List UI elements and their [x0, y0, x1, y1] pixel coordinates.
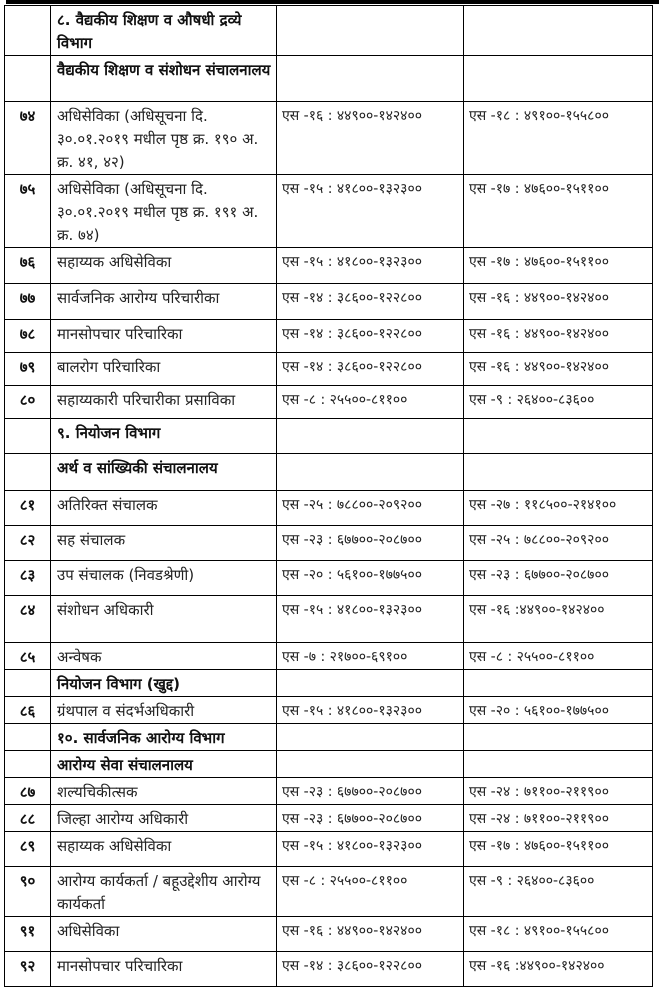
serial-number: ९१ — [5, 917, 51, 952]
serial-number: ७६ — [5, 248, 51, 284]
section-title: ८. वैद्यकीय शिक्षण व औषधी द्रव्ये विभाग — [51, 6, 277, 56]
pay-scale-existing: एस -७ : २१७००-६९१०० — [277, 643, 464, 670]
serial-number — [5, 6, 51, 56]
table-row — [5, 248, 653, 284]
pay-scale-revised: एस -९ : २६४००-८३६०० — [464, 386, 653, 419]
pay-scale-revised: एस -१६ :४४९००-१४२४०० — [464, 596, 653, 643]
table-row — [5, 175, 653, 248]
table-row — [5, 805, 653, 832]
serial-number: ८२ — [5, 526, 51, 561]
serial-number: ९० — [5, 867, 51, 917]
table-row — [5, 832, 653, 867]
section-title: वैद्यकीय शिक्षण व संशोधन संचालनालय — [51, 56, 277, 102]
serial-number: ७५ — [5, 175, 51, 248]
table-row — [5, 867, 653, 917]
post-title: ग्रंथपाल व संदर्भअधिकारी — [51, 697, 277, 724]
pay-scale-table — [4, 5, 653, 987]
post-title: अधिसेविका (अधिसूचना दि. ३०.०१.२०१९ मधील पृष्ठ क्र. १९१ अ. क्र. ७४) — [51, 175, 277, 248]
pay-scale-existing — [277, 670, 464, 697]
pay-scale-revised: एस -१८ : ४९१००-१५५८०० — [464, 917, 653, 952]
post-title: बालरोग परिचारिका — [51, 353, 277, 386]
post-title: सह संचालक — [51, 526, 277, 561]
serial-number: ८६ — [5, 697, 51, 724]
serial-number — [5, 670, 51, 697]
post-title: अधिसेविका — [51, 917, 277, 952]
pay-scale-revised: एस -२५ : ७८८००-२०९२०० — [464, 526, 653, 561]
pay-scale-revised — [464, 724, 653, 751]
pay-scale-existing: एस -१५ : ४१८००-१३२३०० — [277, 248, 464, 284]
table-row — [5, 952, 653, 987]
serial-number: ८३ — [5, 561, 51, 596]
pay-scale-existing: एस -१४ : ३८६००-१२२८०० — [277, 353, 464, 386]
pay-scale-existing: एस -१४ : ३८६००-१२२८०० — [277, 320, 464, 353]
pay-scale-revised: एस -९ : २६४००-८३६०० — [464, 867, 653, 917]
pay-scale-revised — [464, 56, 653, 102]
section-title: आरोग्य सेवा संचालनालय — [51, 751, 277, 778]
pay-scale-existing: एस -१४ : ३८६००-१२२८०० — [277, 952, 464, 987]
pay-scale-existing: एस -२३ : ६७७००-२०८७०० — [277, 778, 464, 805]
serial-number — [5, 724, 51, 751]
top-rule — [6, 0, 659, 4]
section-heading-row — [5, 6, 653, 56]
serial-number: ८९ — [5, 832, 51, 867]
post-title: सहाय्यकारी परिचारीका प्रसाविका — [51, 386, 277, 419]
post-title: मानसोपचार परिचारिका — [51, 952, 277, 987]
serial-number: ९२ — [5, 952, 51, 987]
pay-scale-revised: एस -१६ : ४४९००-१४२४०० — [464, 320, 653, 353]
section-heading-row — [5, 419, 653, 454]
pay-scale-existing — [277, 56, 464, 102]
post-title: जिल्हा आरोग्य अधिकारी — [51, 805, 277, 832]
pay-scale-revised: एस -१६ : ४४९००-१४२४०० — [464, 353, 653, 386]
pay-scale-revised: एस -१६ :४४९००-१४२४०० — [464, 952, 653, 987]
table-row — [5, 596, 653, 643]
serial-number: ८८ — [5, 805, 51, 832]
serial-number: ७४ — [5, 102, 51, 175]
post-title: शल्यचिकीत्सक — [51, 778, 277, 805]
pay-scale-revised — [464, 419, 653, 454]
serial-number: ८५ — [5, 643, 51, 670]
section-heading-row — [5, 454, 653, 491]
pay-scale-revised: एस -१७ : ४७६००-१५११०० — [464, 248, 653, 284]
pay-scale-revised: एस -१७ : ४७६००-१५११०० — [464, 832, 653, 867]
post-title: उप संचालक (निवडश्रेणी) — [51, 561, 277, 596]
table-row — [5, 917, 653, 952]
post-title: सहाय्यक अधिसेविका — [51, 832, 277, 867]
post-title: सहाय्यक अधिसेविका — [51, 248, 277, 284]
pay-scale-existing: एस -२३ : ६७७००-२०८७०० — [277, 805, 464, 832]
table-row — [5, 284, 653, 320]
pay-scale-existing: एस -१६ : ४४९००-१४२४०० — [277, 917, 464, 952]
pay-scale-revised — [464, 751, 653, 778]
post-title: सार्वजनिक आरोग्य परिचारीका — [51, 284, 277, 320]
pay-scale-existing: एस -१६ : ४४९००-१४२४०० — [277, 102, 464, 175]
serial-number: ७७ — [5, 284, 51, 320]
section-heading-row — [5, 56, 653, 102]
serial-number: ७९ — [5, 353, 51, 386]
pay-scale-existing: एस -८ : २५५००-८११०० — [277, 386, 464, 419]
section-title: अर्थ व सांख्यिकी संचालनालय — [51, 454, 277, 491]
pay-scale-existing: एस -१५ : ४१८००-१३२३०० — [277, 596, 464, 643]
post-title: अधिसेविका (अधिसूचना दि. ३०.०१.२०१९ मधील पृष्ठ क्र. १९० अ. क्र. ४१, ४२) — [51, 102, 277, 175]
post-title: मानसोपचार परिचारिका — [51, 320, 277, 353]
pay-scale-existing — [277, 419, 464, 454]
table-row — [5, 353, 653, 386]
pay-scale-revised: एस -१८ : ४९१००-१५५८०० — [464, 102, 653, 175]
table-row — [5, 697, 653, 724]
table-row — [5, 491, 653, 526]
serial-number — [5, 56, 51, 102]
section-title: ९. नियोजन विभाग — [51, 419, 277, 454]
pay-scale-existing: एस -१५ : ४१८००-१३२३०० — [277, 832, 464, 867]
pay-scale-revised: एस -२० : ५६१००-१७७५०० — [464, 697, 653, 724]
pay-scale-revised: एस -२३ : ६७७००-२०८७०० — [464, 561, 653, 596]
section-heading-row — [5, 751, 653, 778]
section-title: नियोजन विभाग (खुद्द) — [51, 670, 277, 697]
pay-scale-revised — [464, 6, 653, 56]
pay-scale-revised: एस -८ : २५५००-८११०० — [464, 643, 653, 670]
pay-scale-existing: एस -२५ : ७८८००-२०९२०० — [277, 491, 464, 526]
post-title: अतिरिक्त संचालक — [51, 491, 277, 526]
post-title: संशोधन अधिकारी — [51, 596, 277, 643]
pay-scale-revised: एस -२७ : ११८५००-२१४१०० — [464, 491, 653, 526]
serial-number: ८० — [5, 386, 51, 419]
pay-scale-existing: एस -१४ : ३८६००-१२२८०० — [277, 284, 464, 320]
section-heading-row — [5, 724, 653, 751]
serial-number: ८१ — [5, 491, 51, 526]
post-title: अन्वेषक — [51, 643, 277, 670]
serial-number — [5, 751, 51, 778]
pay-scale-revised — [464, 454, 653, 491]
serial-number: ७८ — [5, 320, 51, 353]
serial-number: ८७ — [5, 778, 51, 805]
pay-scale-existing: एस -२३ : ६७७००-२०८७०० — [277, 526, 464, 561]
serial-number: ८४ — [5, 596, 51, 643]
pay-scale-revised: एस -२४ : ७११००-२११९०० — [464, 778, 653, 805]
table-row — [5, 320, 653, 353]
table-row — [5, 643, 653, 670]
serial-number — [5, 419, 51, 454]
pay-scale-existing — [277, 751, 464, 778]
pay-scale-existing — [277, 724, 464, 751]
section-title: १०. सार्वजनिक आरोग्य विभाग — [51, 724, 277, 751]
pay-scale-revised: एस -२४ : ७११००-२११९०० — [464, 805, 653, 832]
pay-scale-revised — [464, 670, 653, 697]
section-heading-row — [5, 670, 653, 697]
pay-scale-existing: एस -१५ : ४१८००-१३२३०० — [277, 175, 464, 248]
serial-number — [5, 454, 51, 491]
table-row — [5, 102, 653, 175]
pay-scale-revised: एस -१७ : ४७६००-१५११०० — [464, 175, 653, 248]
pay-scale-existing: एस -१५ : ४१८००-१३२३०० — [277, 697, 464, 724]
table-row — [5, 778, 653, 805]
pay-scale-existing — [277, 6, 464, 56]
pay-scale-existing: एस -२० : ५६१००-१७७५०० — [277, 561, 464, 596]
table-row — [5, 386, 653, 419]
pay-scale-revised: एस -१६ : ४४९००-१४२४०० — [464, 284, 653, 320]
pay-scale-existing: एस -८ : २५५००-८११०० — [277, 867, 464, 917]
table-row — [5, 526, 653, 561]
pay-scale-existing — [277, 454, 464, 491]
table-row — [5, 561, 653, 596]
table-body — [5, 6, 653, 987]
post-title: आरोग्य कार्यकर्ता / बहूउद्देशीय आरोग्य कार्यकर्ता — [51, 867, 277, 917]
